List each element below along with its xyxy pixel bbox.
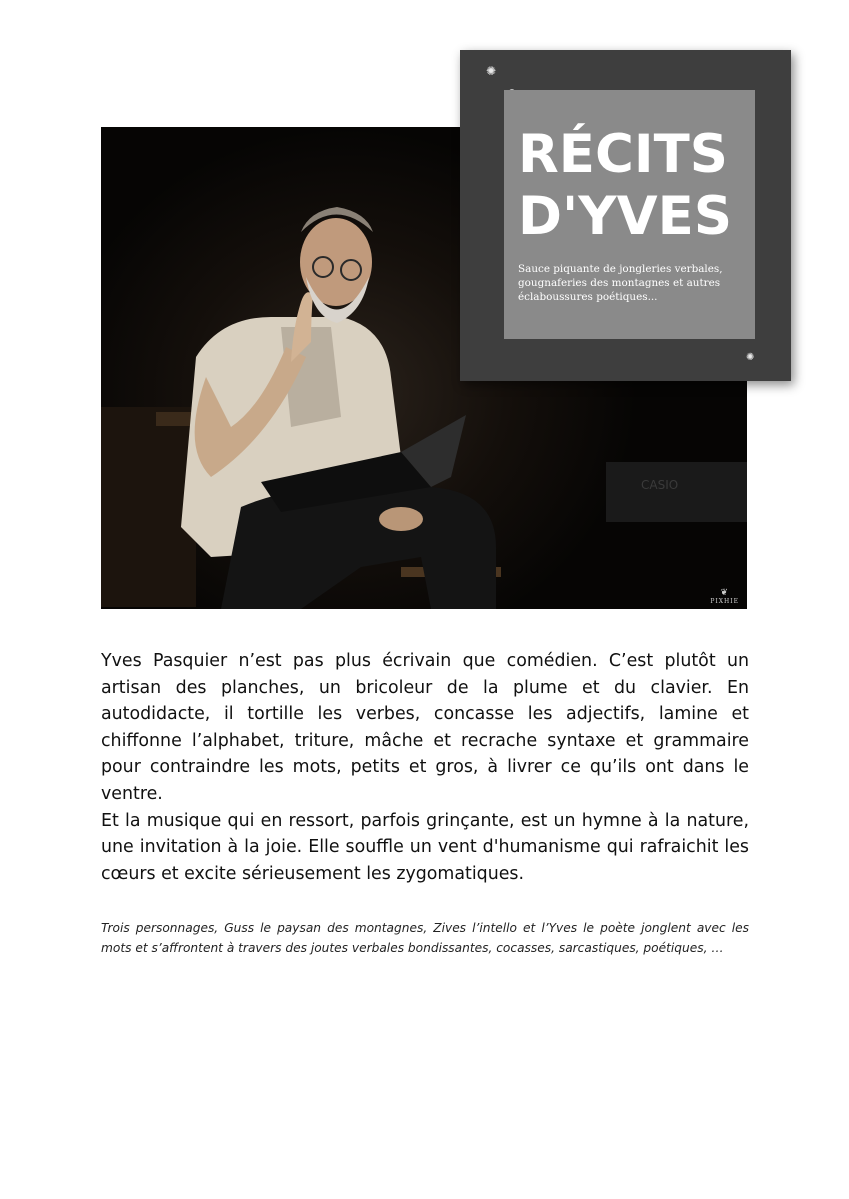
ink-splatter-icon: ✺ [746, 352, 755, 363]
title-line-2: D'YVES [518, 186, 732, 247]
description-paragraph-1: Yves Pasquier n’est pas plus écrivain que comédien. C’est plutôt un artisan des planches, un bricoleur de la plume et du clavier. En autodidacte, il tortille les verbes, concasse les adjectifs, lamine et chiffonne l’alphabet, triture, mâche et recrache syntaxe et grammaire pour contraindre les mots, petits et gros, à livrer ce qu’ils ont dans le ventre. [101, 651, 749, 804]
title-panel [504, 90, 755, 339]
antler-logo-icon: ❦ [720, 588, 729, 598]
ink-splatter-icon: ✺ [486, 64, 497, 78]
synopsis: Trois personnages, Guss le paysan des montagnes, Zives l’intello et l’Yves le poète jonglent avec les mots et s’affrontent à travers des joutes verbales bondissantes, cocasses, sarcastiques, poétiques, … [101, 921, 749, 955]
svg-text:CASIO: CASIO [641, 478, 679, 492]
title-line-1: RÉCITS [518, 124, 728, 185]
description [101, 648, 749, 887]
title-card [460, 50, 791, 381]
description-paragraph-2: Et la musique qui en ressort, parfois grinçante, est un hymne à la nature, une invitation à la joie. Elle souffle un vent d'humanisme qui rafraichit les cœurs et excite sérieusement les zygomatiques. [101, 810, 749, 884]
tagline: Sauce piquante de jongleries verbales, gougnaferies des montagnes et autres éclaboussures poétiques... [518, 263, 723, 303]
photo-credit-text: PIXHIE [710, 598, 739, 605]
photo-credit [710, 588, 739, 605]
